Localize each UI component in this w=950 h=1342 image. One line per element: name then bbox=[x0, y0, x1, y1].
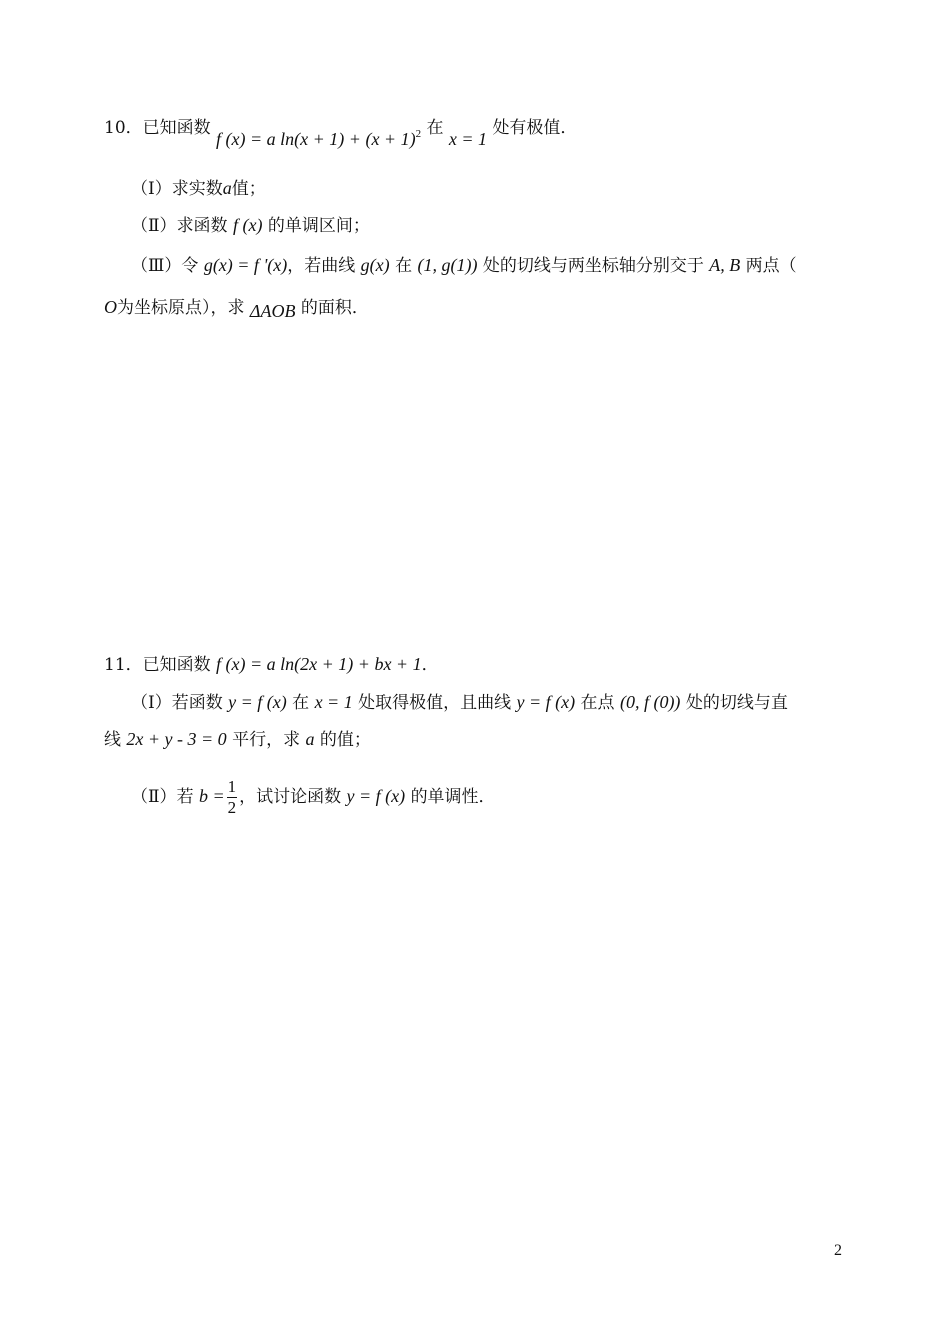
q11-part1-line2: 线 2x + y - 3 = 0 平行，求 a 的值； bbox=[104, 729, 371, 750]
q10-number: 10． bbox=[104, 118, 143, 138]
q10-stem bbox=[104, 110, 578, 149]
q10-part1: （Ⅰ）求实数a值； bbox=[131, 178, 266, 199]
q10-condition: x = 1 bbox=[448, 129, 488, 149]
q11-part1-line1: （Ⅰ）若函数 y = f (x) 在 x = 1 处取得极值，且曲线 y = f (x) 在点 (0, f (0)) 处的切线与直 bbox=[131, 692, 788, 713]
q10-formula: f (x) = a $\ln(x + 1) + (x + 1)^2$ bbox=[216, 128, 422, 149]
q10-part3-line1: （Ⅲ）令 g(x) = f '(x)，若曲线 g(x) 在 (1, g(1)) 处的切线与两坐标轴分别交于 A, B 两点（ bbox=[131, 255, 797, 276]
q10-part2: （Ⅱ）求函数 f (x) 的单调区间； bbox=[131, 215, 370, 236]
q10-intro: 已知函数 bbox=[142, 118, 211, 138]
q10-exponent: 2 bbox=[415, 128, 422, 140]
q10-intro-after: 处有极值． bbox=[492, 118, 578, 138]
q11-formula: f (x) = a ln(2x + 1) + bx + 1 bbox=[216, 654, 422, 674]
q10-mid: 在 bbox=[426, 118, 444, 138]
q11-stem: 11．已知函数 f (x) = a ln(2x + 1) + bx + 1． bbox=[104, 654, 439, 675]
half-fraction: $\frac{1}{2}$ bbox=[227, 777, 237, 817]
q11-number: 11． bbox=[104, 655, 143, 675]
page-number: 2 bbox=[834, 1242, 842, 1259]
q10-part3-line2: O为坐标原点），求 ΔAOB 的面积． bbox=[104, 297, 369, 321]
q11-part2: （Ⅱ）若 b = $\frac{1}{2}$ ，试讨论函数 y = f (x) 的单调性． bbox=[131, 777, 496, 817]
